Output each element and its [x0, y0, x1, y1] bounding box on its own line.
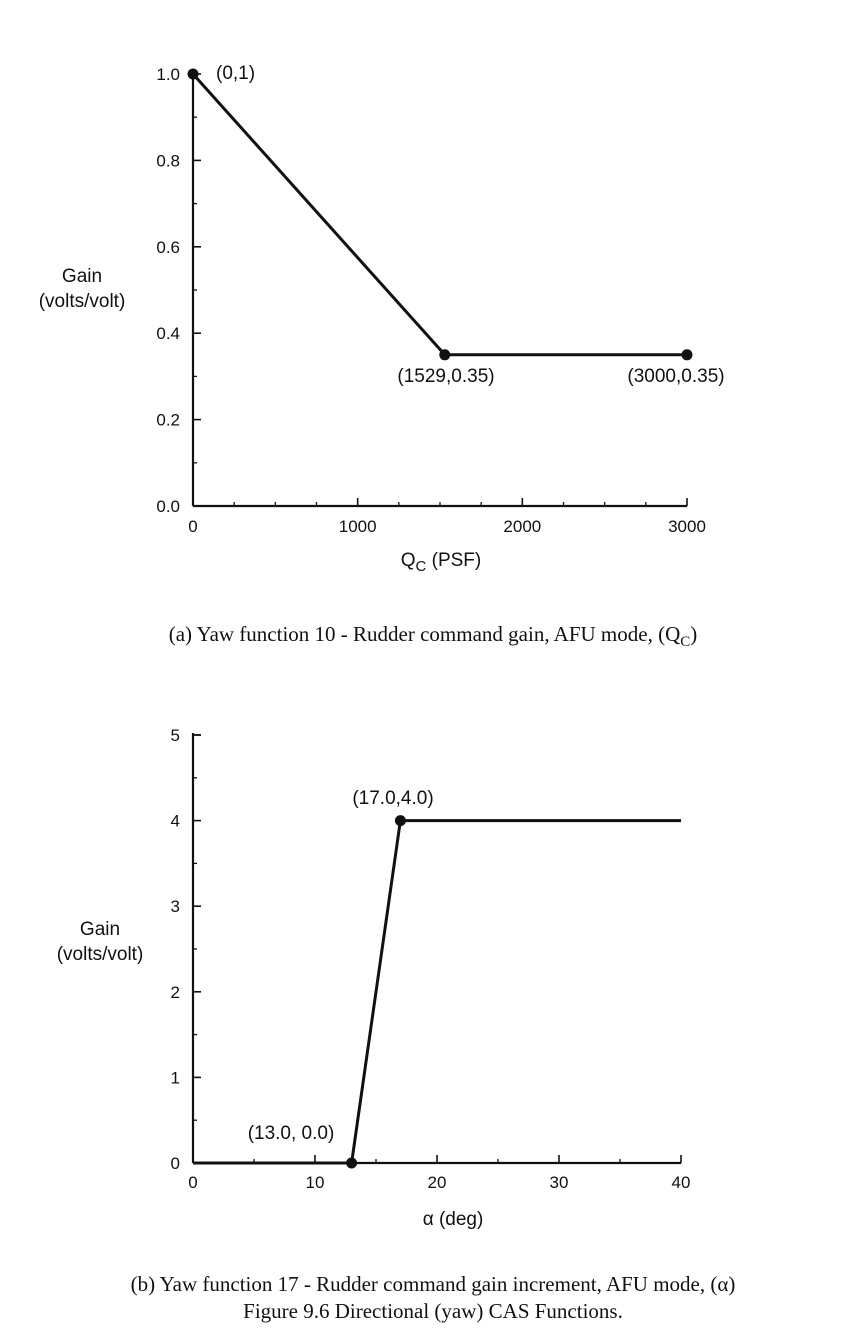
a-y-tick-label: 0.4 [156, 324, 180, 344]
b-y-tick-label: 1 [170, 1068, 180, 1088]
b-y-tick-label: 2 [170, 982, 180, 1002]
b-y-tick-label: 5 [170, 726, 180, 745]
a-x-axis-label-subscript: C [415, 558, 427, 575]
a-series-line [193, 74, 687, 355]
b-data-point [395, 815, 406, 826]
b-x-axis-label-main: α (deg) [422, 1209, 484, 1230]
a-x-tick-label: 2000 [503, 517, 542, 536]
b-x-tick-label: 20 [427, 1173, 447, 1192]
b-y-axis-label-line: Gain [79, 919, 121, 940]
b-data-point [346, 1158, 357, 1169]
a-data-point [682, 349, 693, 360]
a-point-annotation: (3000,0.35) [627, 366, 725, 387]
caption-a-tail: ) [690, 622, 698, 646]
a-y-tick-label: 0.2 [156, 410, 180, 430]
a-x-tick-label: 3000 [668, 517, 706, 536]
a-data-point [188, 69, 199, 80]
b-x-tick-label: 40 [671, 1173, 691, 1192]
b-y-tick-label: 4 [170, 811, 180, 831]
b-x-tick-label: 0 [188, 1173, 198, 1192]
b-point-annotation: (13.0, 0.0) [247, 1123, 335, 1144]
b-y-tick-label: 3 [170, 897, 180, 917]
b-x-tick-label: 30 [549, 1173, 569, 1192]
a-y-tick-label: 0.8 [156, 151, 180, 171]
b-point-annotation: (17.0,4.0) [352, 788, 434, 809]
chart-b [0, 700, 866, 1270]
b-series-line [193, 821, 681, 1163]
a-x-axis-label-tail: (PSF) [426, 550, 482, 571]
a-x-tick-label: 0 [188, 517, 198, 536]
a-x-axis-label-main: Q [400, 550, 416, 571]
figure-title: Figure 9.6 Directional (yaw) CAS Functions. [243, 1299, 623, 1323]
b-x-axis-label [423, 1209, 484, 1230]
a-x-axis-label [401, 550, 482, 575]
b-y-axis-label-line: (volts/volt) [56, 944, 144, 965]
a-y-tick-label: 1.0 [156, 65, 180, 84]
chart-a [0, 0, 866, 620]
caption-b: (b) Yaw function 17 - Rudder command gain increment, AFU mode, (α) [130, 1272, 736, 1296]
caption-a [0, 622, 866, 651]
a-y-tick-label: 0.0 [156, 497, 180, 516]
caption-a-text: (a) Yaw function 10 - Rudder command gain, AFU mode, (Q [168, 622, 681, 646]
a-point-annotation: (0,1) [216, 63, 256, 84]
b-x-tick-label: 10 [305, 1173, 325, 1192]
a-y-axis-label-line: (volts/volt) [38, 291, 126, 312]
a-y-tick-label: 0.6 [156, 237, 180, 257]
caption-a-subscript: C [680, 634, 691, 651]
a-x-tick-label: 1000 [338, 517, 377, 536]
a-point-annotation: (1529,0.35) [397, 366, 495, 387]
a-y-axis-label-line: Gain [61, 266, 103, 287]
a-data-point [439, 349, 450, 360]
b-y-tick-label: 0 [170, 1154, 180, 1173]
